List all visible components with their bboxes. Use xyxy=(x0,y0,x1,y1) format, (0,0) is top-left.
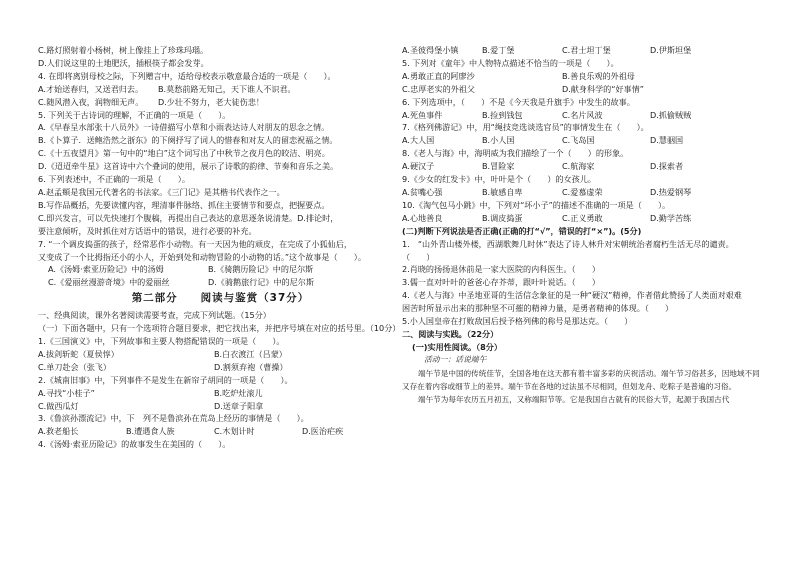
option: C.忠厚老实的外祖父 xyxy=(402,83,475,94)
option: A.《早春呈水部张十八员外》一诗借描写小草和小雨表达诗人对朋友的思念之情。 xyxy=(38,122,330,133)
option: B.爱丁堡 xyxy=(482,45,515,55)
question-7-options xyxy=(38,276,403,289)
right-column xyxy=(402,44,767,407)
option: D.抓偷贼贼 xyxy=(650,109,692,120)
activity-title: 活动一：话说端午 xyxy=(424,354,487,364)
option: A.才始送春归，又送君归去。 xyxy=(38,83,144,94)
option: B.写作品概括，先要读懂内容，理清事件脉络、抓住主要情节和要点，把握要点。 xyxy=(38,199,330,210)
judgement-item-4-cont: 困苦时所显示出来的那种坚不可摧的精神力量，是勇者精神的体现。（ ） xyxy=(402,303,674,314)
question-4-options xyxy=(402,44,767,57)
question-7-cont: 又变成了一个比拇指还小的小人，开始到处和动物冒险的小动物的话。”这个故事是（ ）。 xyxy=(38,251,366,262)
reading-question-2-options xyxy=(38,400,403,413)
reading-question-3: 3.《鲁滨孙漂流记》中，下 列不是鲁滨孙在荒岛上经历的事情是（ ）。 xyxy=(38,413,309,424)
question-9: 9.《少女的红发卡》中，叶叶是个（ ）的女孩儿。 xyxy=(402,174,596,185)
option: A.救老船长 xyxy=(38,426,79,437)
option: A.勇敢正直的阿廖沙 xyxy=(402,70,475,81)
option: A.《汤姆·索亚历险记》中的汤姆 xyxy=(48,264,164,275)
option: C.随风潜入夜，润物细无声。 xyxy=(38,96,144,107)
question-4-options xyxy=(38,96,403,109)
question-10-options xyxy=(402,212,767,225)
option: D.割须弃袍（曹操） xyxy=(214,361,288,372)
question-6-options xyxy=(402,109,767,122)
part-2-title: 第二部分 阅读与鉴赏（37分） xyxy=(131,292,310,305)
option: A.圣彼得堡小镇 xyxy=(402,45,459,55)
passage-paragraph-1: 端午节是中国的传统佳节，全国各地在这天都有着丰富多彩的庆祝活动。端午节习俗甚多，因地域不同又存在着内容或细节上的差异。端午节在各地的过法虽不尽相同，但划龙舟、吃粽子是普遍的习俗。 xyxy=(402,368,760,392)
option: B.遭遇食人族 xyxy=(126,426,175,437)
option: A.心地善良 xyxy=(402,212,443,223)
option: A.拔剑斩蛇（夏侯惇） xyxy=(38,348,119,359)
question-8-options xyxy=(402,160,767,173)
option: C.做西瓜灯 xyxy=(38,400,79,411)
option: D.献身科学的“好事情” xyxy=(562,83,644,94)
option: D.医治疟疾 xyxy=(302,426,344,437)
judgement-item-5: 5.小人国皇帝在打败敌国后授予格列佛的称号是那达克。（ ） xyxy=(402,316,633,327)
option: A.赵孟頫是我国元代著名的书法家。《三门记》是其楷书代表作之一。 xyxy=(38,186,285,197)
option: B.白衣渡江（吕蒙） xyxy=(214,348,287,359)
option: A.硬汉子 xyxy=(402,161,435,172)
option: B.调皮捣蛋 xyxy=(482,212,523,223)
option: C.木划计时 xyxy=(214,426,255,437)
question-4-options xyxy=(38,83,403,96)
reading-question-1-options xyxy=(38,361,403,374)
judgement-item-1-bracket: （ ） xyxy=(402,251,435,262)
option: D.勤学苦练 xyxy=(650,212,692,223)
option: B.莫愁前路无知己，天下谁人不识君。 xyxy=(158,83,296,94)
option: C.正义勇敢 xyxy=(562,212,603,223)
judgement-item-1: 1. “山外青山楼外楼，西湖歌舞几时休”表达了诗人林升对宋朝统治者腐朽生活无尽的谴责。 xyxy=(402,238,734,249)
reading-question-2: 2.《城南旧事》中，下列事件不是发生在新帘子胡同的一项是（ ）。 xyxy=(38,374,293,385)
judgement-item-2: 2.肖晓的扬扬退休前是一家大医院的内科医生。（ ） xyxy=(402,264,600,275)
question-option: C.路灯照射着小杨树，树上像挂上了珍珠玛瑙。 xyxy=(38,45,209,55)
option: 要注意倾听，及时抓住对方话语中的错误，进行必要的补充。 xyxy=(38,225,257,236)
passage-paragraph-2: 端午节为每年农历五月初五，又称端阳节等。它是我国自古就有的民俗大节，起源于我国古代 xyxy=(418,395,730,405)
option: D.少壮不努力，老大徒伤悲！ xyxy=(158,96,264,107)
option: D.《骑鹅旅行记》中的尼尔斯 xyxy=(208,277,314,288)
option: C.君士坦丁堡 xyxy=(562,45,611,55)
option: D.探索者 xyxy=(650,161,684,172)
option: D.伊斯坦堡 xyxy=(650,45,692,55)
question-10: 10.《淘气包马小跳》中，下列对“坏小子”的描述不准确的一项是（ ）。 xyxy=(402,199,671,210)
option: C.《十五夜望月》第一句中的“地白”这个词写出了中秋节之夜月色的皎洁、明亮。 xyxy=(38,148,330,159)
question-5-options xyxy=(402,70,767,83)
question-7: 7. “一个调皮捣蛋的孩子，经常恶作小动物。有一天因为他的顽皮，在完成了小狐仙后， xyxy=(38,238,352,249)
option: C.即兴发言，可以先快速打个腹稿，再提出自己表达的意思逐条说清楚。D.排论时， xyxy=(38,212,339,223)
section-2-heading: 二、阅读与实践。（22分） xyxy=(402,328,499,339)
option: C.飞岛国 xyxy=(562,135,595,146)
option: A.寻找“小桂子” xyxy=(38,387,95,398)
judgement-heading: (二)判断下列说法是否正确(正确的打“√”，错误的打“×”)。(5分) xyxy=(402,225,642,236)
option: A.大人国 xyxy=(402,135,435,146)
judgement-item-3: 3.儒一直对叶叶的爸爸心存芥蒂，跟叶叶说话。（ ） xyxy=(402,277,600,288)
practical-reading-heading: (一)实用性阅读。（8分） xyxy=(412,341,502,352)
question-6: 6. 下列表述中，不正确的一项是（ ）。 xyxy=(38,174,190,185)
option: B.捡到钱包 xyxy=(482,109,523,120)
option: C.名片风波 xyxy=(562,109,603,120)
option: A.死鱼事件 xyxy=(402,109,443,120)
reading-question-4: 4.《汤姆·索亚历险记》的故事发生在美国的（ ）。 xyxy=(38,439,231,450)
option: C.《爱丽丝漫游奇境》中的爱丽丝 xyxy=(48,277,170,288)
option: B.《卜算子．送鲍浩然之浙东》的下阕抒写了词人的惜春和对友人的留恋祝福之情。 xyxy=(38,135,338,146)
reading-question-1-options xyxy=(38,348,403,361)
question-9-options xyxy=(402,186,767,199)
question-option: D.人们说这里的土地肥沃，插根筷子都会发芽。 xyxy=(38,57,209,68)
left-column xyxy=(38,44,403,451)
question-7-options xyxy=(38,263,403,276)
option: D.慧骃国 xyxy=(650,135,684,146)
option: B.《骑鹅历险记》中的尼尔斯 xyxy=(208,264,314,275)
option: C.爱慕虚荣 xyxy=(562,186,603,197)
question-6: 6. 下列选项中，（ ）不是《今天我是升旗手》中发生的故事。 xyxy=(402,96,635,107)
reading-question-3-options xyxy=(38,425,403,438)
reading-question-2-options xyxy=(38,387,403,400)
question-4: 4. 在即将离别母校之际，下列赠言中，适给母校表示敬意最合适的一项是（ ）。 xyxy=(38,70,336,81)
option: B.善良乐观的外祖母 xyxy=(562,70,635,81)
question-7-options xyxy=(402,134,767,147)
question-8: 8.《老人与海》中，海明威为我们描绘了一个（ ）的形象。 xyxy=(402,148,629,159)
option: A.贫嘴心强 xyxy=(402,186,443,197)
question-5-options xyxy=(402,83,767,96)
reading-question-1: 1.《三国演义》中，下列故事和主要人物搭配错误的一项是（ ）。 xyxy=(38,336,285,347)
option: D.热爱钢琴 xyxy=(650,186,692,197)
option: C.航海家 xyxy=(562,161,595,172)
option: B.敏感自卑 xyxy=(482,186,523,197)
option: B.吃炉灶滚儿 xyxy=(214,387,263,398)
section-1-heading: 一、经典阅读，课外名著阅读需要考查，完成下列试题。（15分） xyxy=(38,310,271,321)
option: B.小人国 xyxy=(482,135,515,146)
option: D.《迢迢牵牛星》这首诗中六个叠词的使用，展示了诗歌的韵律、节奏和音乐之美。 xyxy=(38,161,339,172)
question-7: 7.《格列佛游记》中，用“绳技竞选谈选官员”的事情发生在（ ）。 xyxy=(402,122,649,133)
option: B.冒险家 xyxy=(482,161,515,172)
question-5: 5. 下列关于古诗词的理解，不正确的一项是（ ）。 xyxy=(38,109,231,120)
question-5: 5. 下列对《童年》中人物特点描述不恰当的一项是（ ）。 xyxy=(402,57,619,68)
judgement-item-4: 4.《老人与海》中圣地亚哥的生活信念象征的是一种“硬汉”精神，作者借此赞扬了人类面对艰难 xyxy=(402,290,742,301)
option: D.送章子阳拿 xyxy=(214,400,264,411)
option: C.单刀赴会（张飞） xyxy=(38,361,111,372)
subsection-heading: （一）下面各题中，只有一个选项符合题目要求，把它找出来，并把序号填在对应的括号里。（10分） xyxy=(38,323,401,334)
